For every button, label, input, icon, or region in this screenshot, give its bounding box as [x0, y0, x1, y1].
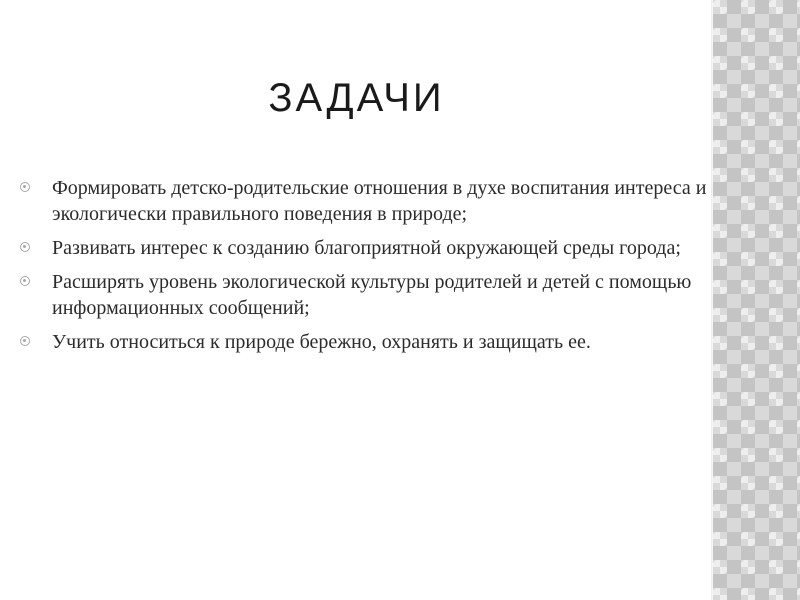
- circle-bullet-icon: [20, 242, 30, 252]
- circle-bullet-icon: [20, 182, 30, 192]
- bullet-text: Учить относиться к природе бережно, охранять и защищать ее.: [52, 331, 591, 353]
- list-item: [20, 269, 710, 321]
- list-item: [20, 329, 710, 355]
- slide-title-text: ЗАДАЧИ: [268, 76, 445, 120]
- bullet-text: Развивать интерес к созданию благоприятной окружающей среды города;: [52, 237, 681, 259]
- bullet-list: [20, 175, 710, 363]
- decorative-side-strip: [713, 0, 800, 600]
- bullet-text: Формировать детско-родительские отношения в духе воспитания интереса и экологически правильного поведения в природе;: [52, 177, 707, 225]
- list-item: [20, 175, 710, 227]
- slide-title: [0, 68, 713, 128]
- circle-bullet-icon: [20, 276, 30, 286]
- list-item: [20, 235, 710, 261]
- circle-bullet-icon: [20, 336, 30, 346]
- bullet-text: Расширять уровень экологической культуры родителей и детей с помощью информационных сообщений;: [52, 271, 692, 319]
